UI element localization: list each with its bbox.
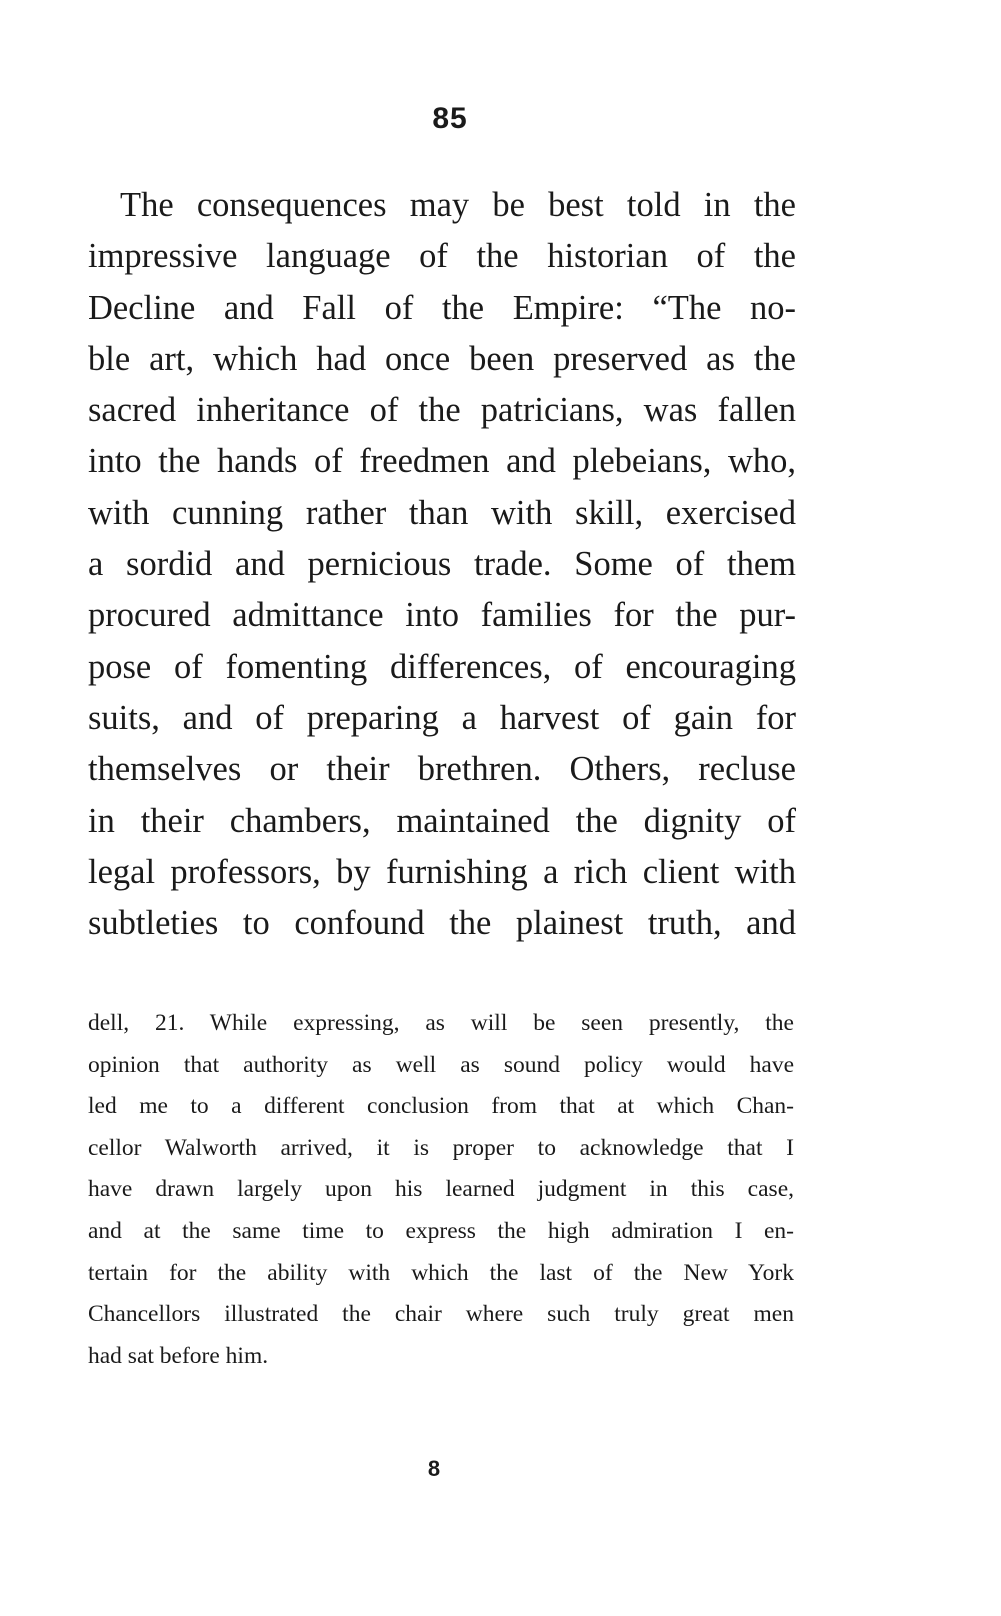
footnote-line: dell, 21. While expressing, as will be seen presently, the	[88, 1010, 794, 1036]
page-number: 85	[432, 102, 468, 135]
signature-mark: 8	[427, 1456, 441, 1481]
footnote-line: Chancellors illustrated the chair where such truly great men	[88, 1301, 794, 1328]
body-line: with cunning rather than with skill, exercised	[88, 493, 796, 532]
body-line: in their chambers, maintained the dignity of	[88, 801, 796, 840]
footnote	[88, 1003, 794, 1377]
body-line: pose of fomenting differences, of encouraging	[88, 647, 796, 686]
body-line: sacred inheritance of the patricians, was fallen	[88, 391, 796, 430]
body-line: Decline and Fall of the Empire: “The no-	[88, 288, 796, 327]
body-line: procured admittance into families for the pur-	[88, 596, 796, 635]
footnote-line: cellor Walworth arrived, it is proper to acknowledge that I	[88, 1134, 794, 1161]
body-line: impressive language of the historian of the	[88, 237, 796, 276]
footnote-line: have drawn largely upon his learned judgment in this case,	[88, 1176, 794, 1203]
footnote-line: had sat before him.	[88, 1342, 269, 1369]
body-line: a sordid and pernicious trade. Some of them	[88, 545, 796, 584]
body-line: into the hands of freedmen and plebeians, who,	[88, 442, 796, 481]
body-line: The consequences may be best told in the	[120, 186, 796, 224]
body-line: subtleties to confound the plainest truth, and	[88, 904, 796, 943]
footnote-line: tertain for the ability with which the last of the New York	[88, 1259, 794, 1286]
body-line: legal professors, by furnishing a rich client with	[88, 852, 796, 891]
body-line: suits, and of preparing a harvest of gain for	[88, 698, 796, 737]
footnote-line: opinion that authority as well as sound policy would have	[88, 1051, 794, 1078]
body-line: themselves or their brethren. Others, recluse	[88, 750, 796, 789]
body-line: ble art, which had once been preserved as the	[88, 339, 796, 378]
footnote-line: led me to a different conclusion from that at which Chan-	[88, 1093, 794, 1120]
body-text	[88, 180, 796, 949]
footnote-line: and at the same time to express the high admiration I en-	[88, 1217, 794, 1244]
